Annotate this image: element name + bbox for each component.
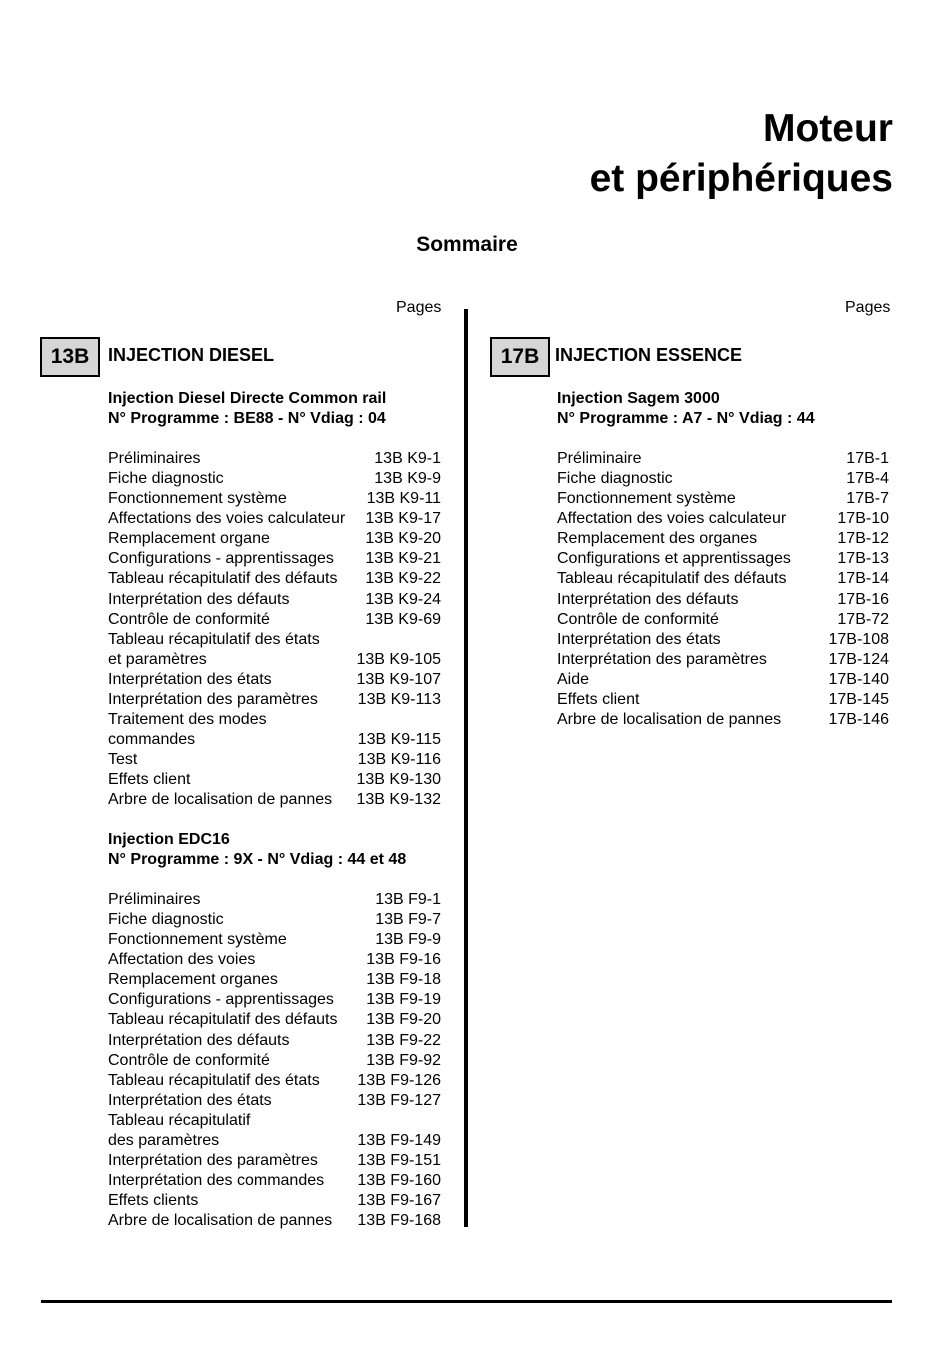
toc-entry (108, 770, 441, 790)
toc-entry-page: 17B-72 (837, 610, 889, 628)
section-title-injection-essence: INJECTION ESSENCE (555, 345, 743, 365)
toc-entry-label: Contrôle de conformité (557, 610, 719, 628)
toc-entry-page: 13B F9-92 (366, 1051, 441, 1069)
toc-entry-label: Configurations - apprentissages (108, 550, 334, 568)
toc-entry-page: 17B-124 (828, 650, 889, 668)
title-line-2: et périphériques (589, 157, 893, 200)
program-info: N° Programme : 9X - N° Vdiag : 44 et 48 (108, 851, 407, 868)
toc-entry-page: 17B-7 (846, 490, 889, 508)
toc-entry-page: 13B F9-20 (366, 1011, 441, 1029)
toc-entry (557, 529, 889, 549)
toc-entry-page: 17B-108 (828, 630, 889, 648)
toc-entry (108, 730, 441, 750)
toc-entry-label: Arbre de localisation de pannes (108, 1212, 333, 1230)
toc-entry (108, 790, 441, 810)
toc-entry (108, 1031, 441, 1051)
toc-entry-page: 17B-16 (837, 590, 889, 608)
toc-entry (108, 1111, 441, 1131)
toc-entry-label: commandes (108, 731, 196, 749)
toc-entry (108, 1191, 441, 1211)
toc-entry (108, 1151, 441, 1171)
toc-entry-label: Interprétation des paramètres (108, 1152, 318, 1170)
toc-entry (108, 1091, 441, 1111)
toc-entry-page: 17B-14 (837, 570, 889, 588)
toc-entry-label: Préliminaire (557, 450, 642, 467)
toc-entry (108, 1131, 441, 1151)
toc-entry (108, 449, 441, 469)
toc-entry-label: Tableau récapitulatif des états (108, 1071, 320, 1089)
toc-entry (108, 1010, 441, 1030)
toc-entry-label: Configurations et apprentissages (557, 550, 791, 568)
toc-entry-label: Interprétation des états (108, 1091, 272, 1109)
toc-entry-label: Affectations des voies calculateur (108, 510, 346, 528)
toc-entry-page: 13B K9-24 (365, 590, 441, 608)
toc-entry (108, 690, 441, 710)
toc-entry (108, 569, 441, 589)
section-title-injection-diesel: INJECTION DIESEL (108, 345, 275, 365)
toc-entry-page: 13B K9-107 (356, 670, 441, 688)
toc-entry-label: Traitement des modes (108, 711, 267, 729)
toc-entry-page: 13B F9-9 (375, 931, 441, 949)
toc-block-sagem-3000 (557, 389, 889, 730)
toc-entry-page: 17B-145 (828, 690, 889, 708)
toc-entry (557, 489, 889, 509)
toc-entry-label: Arbre de localisation de pannes (108, 791, 333, 809)
column-divider (464, 309, 468, 1227)
toc-entry-label: Test (108, 751, 138, 769)
toc-entry (108, 930, 441, 950)
toc-entry-label: Configurations - apprentissages (108, 991, 334, 1009)
program-info: N° Programme : A7 - N° Vdiag : 44 (557, 410, 815, 427)
toc-entry (557, 690, 889, 710)
toc-entry (108, 590, 441, 610)
toc-entry-page: 17B-1 (846, 450, 889, 467)
toc-entry-label: Effets client (557, 690, 640, 708)
pages-label-left: Pages (396, 299, 442, 316)
toc-entry-page: 17B-140 (828, 670, 889, 688)
toc-block-common-rail (108, 389, 441, 810)
toc-entry-label: Tableau récapitulatif des défauts (108, 570, 338, 588)
toc-entry-label: Tableau récapitulatif des défauts (108, 1011, 338, 1029)
toc-entry (557, 569, 889, 589)
toc-entry-label: Fonctionnement système (108, 931, 287, 949)
toc-entry-label: Interprétation des défauts (108, 590, 290, 608)
toc-entry-label: Affectation des voies calculateur (557, 510, 787, 528)
toc-entry-label: Interprétation des commandes (108, 1172, 325, 1190)
toc-entry-page: 13B K9-132 (356, 791, 441, 809)
toc-entry-page: 13B K9-22 (365, 570, 441, 588)
toc-entry-label: Interprétation des paramètres (108, 690, 318, 708)
toc-entry-label: Remplacement des organes (557, 530, 758, 548)
toc-entry-label: Interprétation des états (557, 630, 721, 648)
toc-entry (557, 509, 889, 529)
toc-entry-page: 13B F9-167 (357, 1192, 441, 1210)
footer-rule (41, 1300, 892, 1303)
toc-entry-label: Préliminaires (108, 891, 201, 908)
toc-entry-label: Remplacement organes (108, 971, 278, 989)
toc-entry (108, 990, 441, 1010)
toc-entry-page: 13B F9-19 (366, 991, 441, 1009)
toc-entry-page: 13B F9-168 (357, 1212, 441, 1230)
toc-entry (557, 590, 889, 610)
toc-entry-page: 13B K9-20 (365, 530, 441, 548)
toc-entry-page: 13B F9-1 (375, 891, 441, 908)
toc-entry-page: 17B-10 (837, 510, 889, 528)
toc-entry (557, 469, 889, 489)
title-line-1: Moteur (763, 107, 893, 150)
document-title (590, 104, 893, 204)
toc-entry-page: 13B K9-69 (365, 610, 441, 628)
toc-entry-label: Tableau récapitulatif des défauts (557, 570, 787, 588)
toc-entry-label: Aide (557, 670, 590, 688)
toc-entry-label: Fiche diagnostic (108, 470, 224, 488)
toc-entry-page: 13B K9-130 (356, 771, 441, 789)
toc-entry-label: Contrôle de conformité (108, 610, 270, 628)
toc-entry (108, 910, 441, 930)
toc-entry (108, 650, 441, 670)
toc-entry (557, 549, 889, 569)
toc-entry-page: 13B F9-160 (357, 1172, 441, 1190)
toc-entry-label: Tableau récapitulatif des états (108, 630, 320, 648)
toc-entry (108, 1211, 441, 1231)
toc-entry-page: 13B K9-17 (365, 510, 441, 528)
toc-entry-label: Contrôle de conformité (108, 1051, 270, 1069)
toc-entry (108, 750, 441, 770)
toc-entry (108, 610, 441, 630)
toc-entry-label: Arbre de localisation de pannes (557, 711, 782, 729)
toc-entry-page: 17B-4 (846, 470, 889, 488)
toc-entry-label: Fiche diagnostic (108, 911, 224, 929)
toc-entry (108, 1051, 441, 1071)
toc-entry (108, 549, 441, 569)
toc-entry-label: Interprétation des paramètres (557, 650, 767, 668)
section-code-17b: 17B (490, 337, 550, 377)
toc-entry-page: 13B F9-18 (366, 971, 441, 989)
toc-entry (108, 1071, 441, 1091)
program-info: N° Programme : BE88 - N° Vdiag : 04 (108, 410, 386, 427)
toc-entry-page: 13B K9-116 (357, 751, 441, 769)
toc-entry (108, 970, 441, 990)
toc-entry-label: Affectation des voies (108, 951, 256, 969)
toc-entry-page: 13B K9-9 (374, 470, 441, 488)
toc-entry-label: Interprétation des états (108, 670, 272, 688)
section-code-13b: 13B (40, 337, 100, 377)
toc-block-edc16 (108, 830, 441, 1231)
toc-entry-page: 17B-12 (837, 530, 889, 548)
toc-entry (108, 630, 441, 650)
toc-entry-page: 13B F9-151 (357, 1152, 441, 1170)
toc-entry (557, 610, 889, 630)
toc-entry (557, 670, 889, 690)
toc-entry-label: des paramètres (108, 1131, 220, 1149)
toc-entry-page: 13B K9-21 (365, 550, 441, 568)
pages-label-right: Pages (845, 299, 891, 316)
toc-entry (557, 630, 889, 650)
toc-entry-page: 13B F9-149 (357, 1131, 441, 1149)
toc-entry-label: Fonctionnement système (557, 490, 736, 508)
toc-entry-label: Effets clients (108, 1192, 199, 1210)
toc-entry-label: Tableau récapitulatif (108, 1111, 251, 1129)
toc-entry (108, 1171, 441, 1191)
toc-entry-page: 13B F9-126 (357, 1071, 441, 1089)
toc-entry-label: Préliminaires (108, 450, 201, 467)
toc-entry (557, 449, 889, 469)
toc-entry-page: 17B-146 (828, 711, 889, 729)
toc-entry (108, 509, 441, 529)
block-heading: Injection Sagem 3000 (557, 390, 720, 407)
toc-entry (108, 469, 441, 489)
toc-entry (108, 890, 441, 910)
toc-entry-label: Remplacement organe (108, 530, 270, 548)
toc-entry (108, 670, 441, 690)
toc-entry-label: Interprétation des défauts (557, 590, 739, 608)
toc-entry-page: 13B K9-113 (357, 690, 441, 708)
block-heading: Injection Diesel Directe Common rail (108, 390, 387, 407)
summary-heading: Sommaire (416, 233, 518, 256)
toc-entry-label: Fiche diagnostic (557, 470, 673, 488)
toc-entry-page: 17B-13 (837, 550, 889, 568)
toc-entry (108, 950, 441, 970)
toc-entry-label: Interprétation des défauts (108, 1031, 290, 1049)
toc-entry-page: 13B K9-11 (366, 490, 441, 508)
toc-entry-label: Effets client (108, 771, 191, 789)
block-heading: Injection EDC16 (108, 831, 230, 848)
toc-entry (557, 710, 889, 730)
toc-entry-page: 13B F9-22 (366, 1031, 441, 1049)
toc-entry-page: 13B K9-1 (374, 450, 441, 467)
toc-entry-page: 13B F9-7 (375, 911, 441, 929)
toc-entry (108, 529, 441, 549)
toc-entry-label: Fonctionnement système (108, 490, 287, 508)
toc-entry-page: 13B F9-127 (357, 1091, 441, 1109)
toc-entry-label: et paramètres (108, 650, 207, 668)
toc-entry (108, 489, 441, 509)
toc-entry (557, 650, 889, 670)
toc-entry-page: 13B K9-115 (357, 731, 441, 749)
toc-entry-page: 13B K9-105 (356, 650, 441, 668)
toc-entry (108, 710, 441, 730)
toc-entry-page: 13B F9-16 (366, 951, 441, 969)
